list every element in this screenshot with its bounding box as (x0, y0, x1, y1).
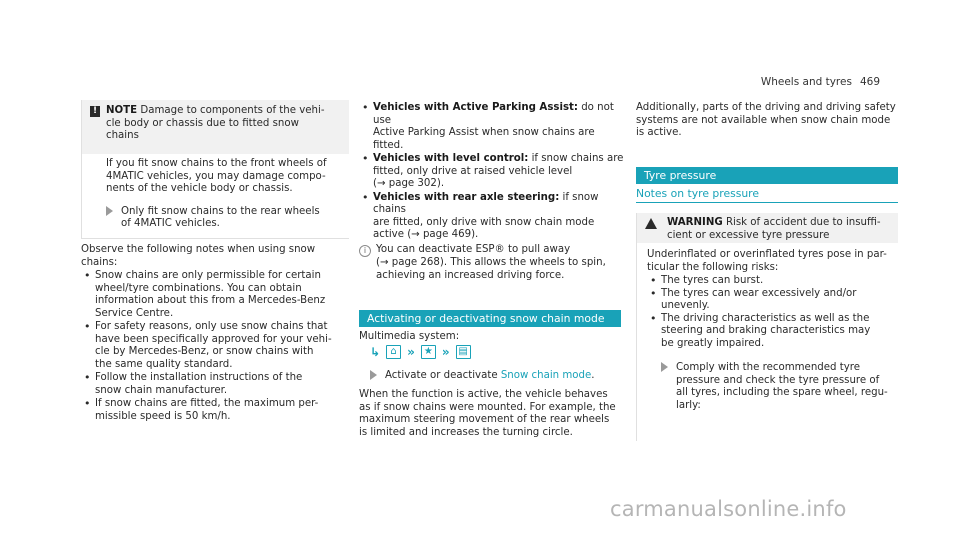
note-action-line: Only fit snow chains to the rear wheels (121, 205, 320, 217)
list-item (81, 270, 353, 320)
text-line: unevenly. (661, 300, 710, 311)
note-box (81, 100, 349, 239)
text-line: cle by Mercedes-Benz, or snow chains with (95, 346, 314, 357)
warning-bullet-list (647, 275, 890, 350)
left-intro (81, 244, 351, 269)
text-line: steering and braking characteristics may (661, 325, 871, 336)
action-arrow-icon (370, 370, 377, 380)
text-line: Service Centre. (95, 307, 174, 319)
page-number: 469 (859, 76, 880, 88)
double-chevron-icon: » (441, 344, 450, 359)
text-line: the same quality standard. (95, 358, 233, 370)
warning-body (637, 243, 898, 412)
text-line: if snow chains (373, 191, 599, 215)
note-title-line: Damage to components of the vehi- (140, 105, 325, 116)
text-line: Underinflated or overinflated tyres pose in par- (647, 249, 887, 260)
subsection-heading-notes (636, 186, 898, 203)
right-intro (636, 102, 908, 140)
list-item (359, 192, 627, 242)
section-title: Activating or deactivating snow chain mode (367, 312, 605, 325)
note-label: NOTE (106, 105, 138, 116)
text-line: pressure and check the tyre pressure of (676, 374, 880, 386)
note-title-line: cle body or chassis due to fitted snow (106, 117, 299, 129)
note-title-line: chains (106, 130, 139, 141)
text-line: fitted. (373, 139, 404, 151)
text-line: active (→ page 469). (373, 229, 479, 240)
navigation-path (370, 345, 471, 359)
text-line: cient or excessive tyre pressure (667, 229, 830, 241)
page-header (730, 76, 880, 89)
text-line: When the function is active, the vehicle behaves (359, 389, 608, 400)
section-title: Tyre pressure (644, 169, 717, 182)
text-line: chains: (81, 256, 118, 268)
note-header (82, 100, 349, 154)
list-item (647, 288, 890, 313)
text-line: missible speed is 50 km/h. (95, 410, 231, 422)
text-line: (→ page 302). (373, 178, 445, 189)
note-action (106, 206, 341, 231)
text-line: Active Parking Assist when snow chains are (373, 127, 595, 138)
action-arrow-icon (106, 206, 113, 216)
middle-bullet-list (359, 102, 627, 242)
text-line: ticular the following risks: (647, 261, 779, 273)
text-line: snow chain manufacturer. (95, 384, 228, 396)
text-line: Observe the following notes when using snow (81, 244, 316, 255)
left-bullet-list (81, 270, 353, 423)
text-line: Additionally, parts of the driving and driving safety (636, 102, 896, 113)
text-line: Comply with the recommended tyre (676, 362, 860, 373)
header-section: Wheels and tyres (760, 76, 852, 88)
text-line: achieving an increased driving force. (376, 269, 565, 281)
text-line: Risk of accident due to insuffi- (722, 217, 881, 228)
bold-label: Vehicles with level control: (373, 153, 529, 164)
note-body-line: If you fit snow chains to the front wheels of (106, 158, 327, 169)
text-line: • If snow chains are fitted, the maximum per- (95, 398, 319, 409)
text-line: larly: (676, 399, 701, 411)
text-line: information about this from a Mercedes-Benz (95, 295, 326, 306)
warning-label: WARNING (667, 217, 723, 228)
info-note (359, 244, 627, 282)
text-line: • The tyres can burst. (661, 275, 764, 286)
bold-label: Vehicles with rear axle steering: (373, 191, 560, 203)
middle-body (359, 389, 631, 439)
snow-chain-mode-link[interactable]: Snow chain mode (500, 370, 592, 381)
double-chevron-icon: » (407, 344, 415, 359)
star-icon: ★ (421, 345, 436, 359)
text-line: fitted, only drive at raised vehicle level (373, 165, 573, 177)
text-line: are fitted, only drive with snow chain mode (373, 216, 595, 228)
action-arrow-icon (661, 362, 668, 372)
text-line: if snow chains are (528, 153, 624, 164)
text-line: do not use (373, 102, 614, 126)
text-line: (→ page 268). This allows the wheels to spin, (376, 257, 606, 268)
text-line: You can deactivate ESP® to pull away (376, 244, 571, 255)
text-span: . (591, 370, 595, 381)
text-line: • The tyres can wear excessively and/or (661, 287, 857, 299)
text-line: be greatly impaired. (661, 337, 765, 349)
list-item (359, 102, 627, 152)
list-item (81, 398, 353, 423)
text-line: • Snow chains are only permissible for certain (95, 270, 321, 281)
text-line: all tyres, including the spare wheel, regu- (676, 387, 888, 398)
car-icon: ▤ (456, 345, 471, 359)
text-line: is limited and increases the turning circle. (359, 426, 573, 438)
text-line: • Follow the installation instructions of the (95, 372, 303, 383)
list-item (647, 275, 890, 288)
list-item (81, 372, 353, 397)
subsection-title: Notes on tyre pressure (636, 187, 760, 200)
text-line: wheel/tyre combinations. You can obtain (95, 282, 302, 294)
section-heading-snow-chain-mode (359, 310, 621, 327)
note-body-line: nents of the vehicle body or chassis. (106, 183, 293, 194)
text-line: systems are not available when snow chain mode (636, 114, 891, 126)
warning-box (636, 213, 898, 441)
warning-header (637, 213, 898, 243)
note-action-line: of 4MATIC vehicles. (121, 218, 220, 229)
bold-label: Vehicles with Active Parking Assist: (373, 102, 578, 113)
watermark: carmanualsonline.info (610, 497, 847, 521)
exclamation-icon: ! (90, 106, 100, 117)
note-body (82, 154, 349, 231)
text-line: • For safety reasons, only use snow chains that (95, 321, 328, 332)
home-icon: ⌂ (386, 345, 401, 359)
section-heading-tyre-pressure (636, 167, 898, 184)
text-line: is active. (636, 127, 682, 138)
warning-action (647, 362, 890, 412)
activate-instruction (370, 370, 625, 383)
multimedia-label: Multimedia system: (359, 331, 460, 342)
text-span: Activate or deactivate (385, 370, 501, 381)
list-item (81, 321, 353, 371)
note-body-line: 4MATIC vehicles, you may damage compo- (106, 170, 326, 182)
text-line: as if snow chains were mounted. For example, the (359, 401, 616, 413)
info-icon: i (359, 245, 371, 257)
text-line: • The driving characteristics as well as the (661, 312, 870, 324)
warning-triangle-icon (645, 218, 657, 229)
list-item (359, 153, 627, 191)
path-start-arrow-icon: ↳ (370, 344, 381, 359)
text-line: maximum steering movement of the rear wheels (359, 414, 610, 425)
list-item (647, 313, 890, 351)
text-line: have been specifically approved for your vehi- (95, 333, 332, 345)
